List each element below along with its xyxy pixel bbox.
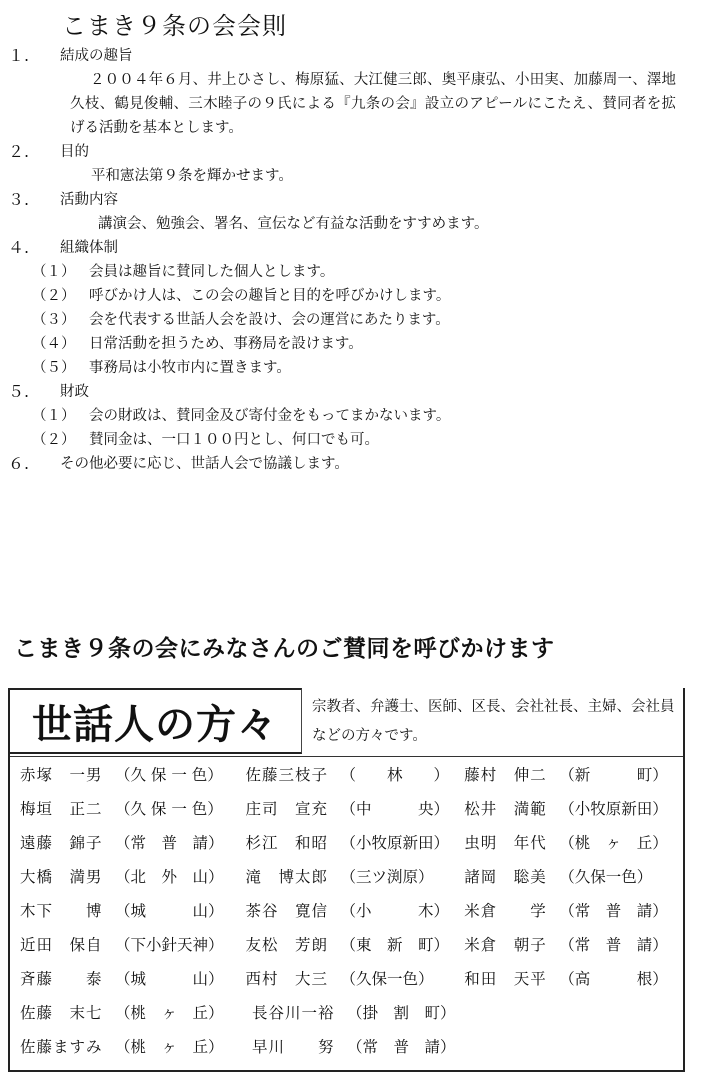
- section-4-item: [8, 332, 708, 356]
- caretaker-entry: [10, 1001, 252, 1023]
- caretakers-list: [10, 756, 683, 1063]
- appeal-heading: こまき９条の会にみなさんのご賛同を呼びかけます: [14, 636, 555, 662]
- section-2-body: 平和憲法第９条を輝かせます。: [91, 168, 293, 184]
- caretakers-row: [10, 859, 683, 893]
- caretaker-entry: [464, 967, 683, 989]
- caretaker-entry: [464, 933, 683, 955]
- caretaker-entry: [246, 899, 465, 921]
- caretaker-name: 庄司 宣充: [245, 800, 329, 818]
- caretaker-name: 米倉 朝子: [464, 936, 547, 954]
- caretaker-area: （掛 割 町）: [347, 1004, 456, 1022]
- section-4-item: [8, 284, 708, 308]
- section-5-number: ５.: [8, 382, 30, 401]
- section-4-item-number: （３）: [32, 312, 76, 328]
- caretaker-area: （中 央）: [340, 800, 450, 818]
- section-4-item: [8, 356, 708, 380]
- caretakers-description: 宗教者、弁護士、医師、区長、会社社長、主婦、会社員などの方々です。: [312, 699, 675, 744]
- caretakers-row: [10, 825, 683, 859]
- caretakers-row: [10, 1029, 683, 1063]
- section-5-item: [8, 404, 708, 428]
- caretaker-name: 和田 天平: [464, 970, 547, 988]
- section-1-title: 結成の趣旨: [60, 48, 133, 64]
- caretaker-name: 友松 芳朗: [245, 936, 329, 954]
- section-4-title: 組織体制: [60, 240, 118, 256]
- section-5-item-number: （１）: [32, 408, 76, 424]
- section-4-item: [8, 308, 708, 332]
- caretaker-entry: [464, 831, 683, 853]
- document-title: こまき９条の会会則: [62, 12, 287, 40]
- caretaker-area: （新 町）: [559, 766, 668, 784]
- caretaker-area: （高 根）: [559, 970, 668, 988]
- caretaker-name: 佐藤三枝子: [245, 766, 329, 784]
- caretaker-name: 赤塚 一男: [20, 766, 103, 784]
- caretaker-entry: [10, 763, 246, 785]
- caretaker-entry: [246, 763, 465, 785]
- caretaker-area: （常 普 請）: [559, 902, 668, 920]
- caretaker-name: 早川 努: [252, 1038, 335, 1056]
- caretaker-area: （小牧原新田）: [559, 800, 668, 818]
- caretaker-entry: [464, 763, 683, 785]
- caretaker-area: （ 林 ）: [340, 766, 450, 784]
- caretaker-area: （三ツ渕原）: [340, 868, 434, 886]
- caretaker-name: 藤村 伸二: [464, 766, 547, 784]
- section-4-item-text: 事務局は小牧市内に置きます。: [89, 360, 291, 376]
- section-5-item-text: 賛同金は、一口１００円とし、何口でも可。: [89, 432, 379, 448]
- caretaker-area: （小牧原新田）: [340, 834, 450, 852]
- section-1-body: ２００４年６月、井上ひさし、梅原猛、大江健三郎、奥平康弘、小田実、加藤周一、澤地久枝、鶴見俊輔、三木睦子の９氏による『九条の会』設立のアピールにこたえ、賛同者を拡げる活動を基本とします。: [70, 72, 676, 136]
- caretaker-name: 大橋 満男: [20, 868, 103, 886]
- caretaker-entry: [464, 797, 683, 819]
- caretakers-heading: 世話人の方々: [32, 701, 278, 748]
- caretaker-entry: [246, 933, 465, 955]
- caretaker-entry: [246, 967, 465, 989]
- section-4-item: [8, 260, 708, 284]
- caretaker-area: （小 木）: [340, 902, 450, 920]
- section-5-title: 財政: [60, 384, 89, 400]
- caretaker-name: 米倉 学: [464, 902, 547, 920]
- caretaker-entry: [10, 899, 246, 921]
- caretaker-name: 滝 博太郎: [245, 868, 329, 886]
- caretaker-name: 松井 満範: [464, 800, 547, 818]
- section-1-number: １.: [8, 46, 30, 65]
- caretaker-area: （東 新 町）: [340, 936, 450, 954]
- section-5-item-text: 会の財政は、賛同金及び寄付金をもってまかないます。: [89, 408, 451, 424]
- caretakers-row: [10, 893, 683, 927]
- caretaker-entry: [10, 831, 246, 853]
- section-3-heading: [8, 188, 708, 212]
- caretaker-entry: [10, 933, 246, 955]
- section-2-heading: [8, 140, 708, 164]
- caretaker-area: （城 山）: [115, 902, 224, 920]
- caretaker-area: （久 保 一 色）: [115, 766, 223, 784]
- caretaker-area: （下小針天神）: [115, 936, 224, 954]
- caretaker-entry: [246, 831, 465, 853]
- caretaker-name: 佐藤ますみ: [20, 1038, 103, 1056]
- section-6-number: ６.: [8, 454, 30, 473]
- caretaker-name: 茶谷 寛信: [245, 902, 329, 920]
- caretaker-name: 西村 大三: [245, 970, 329, 988]
- caretaker-entry: [10, 967, 246, 989]
- caretaker-area: （城 山）: [115, 970, 224, 988]
- caretaker-entry: [464, 865, 683, 887]
- caretaker-area: （桃 ヶ 丘）: [115, 1038, 224, 1056]
- caretaker-area: （常 普 請）: [347, 1038, 456, 1056]
- caretakers-panel: [8, 688, 685, 1072]
- caretaker-area: （常 普 請）: [559, 936, 668, 954]
- caretaker-entry: [246, 797, 465, 819]
- section-4-item-text: 会員は趣旨に賛同した個人とします。: [89, 264, 335, 280]
- section-4-item-number: （４）: [32, 336, 76, 352]
- caretaker-area: （北 外 山）: [115, 868, 224, 886]
- caretaker-entry: [10, 865, 246, 887]
- caretakers-row: [10, 791, 683, 825]
- caretakers-row: [10, 961, 683, 995]
- caretaker-name: 木下 博: [20, 902, 103, 920]
- caretaker-area: （桃 ヶ 丘）: [115, 1004, 224, 1022]
- section-3-title: 活動内容: [60, 192, 118, 208]
- caretaker-area: （久保一色）: [559, 868, 653, 886]
- section-4-item-number: （２）: [32, 288, 76, 304]
- caretaker-area: （久 保 一 色）: [115, 800, 223, 818]
- caretaker-area: （久保一色）: [340, 970, 434, 988]
- caretaker-entry: [246, 865, 465, 887]
- section-2-number: ２.: [8, 142, 30, 161]
- caretaker-entry: [252, 1001, 477, 1023]
- caretaker-name: 佐藤 末七: [20, 1004, 103, 1022]
- section-3-body: 講演会、勉強会、署名、宣伝など有益な活動をすすめます。: [98, 216, 489, 232]
- caretaker-area: （常 普 請）: [115, 834, 224, 852]
- caretaker-name: 諸岡 聡美: [464, 868, 547, 886]
- caretaker-name: 虫明 年代: [464, 834, 547, 852]
- section-1-heading: [8, 44, 708, 68]
- caretakers-row: [10, 995, 683, 1029]
- caretakers-row: [10, 927, 683, 961]
- caretaker-name: 梅垣 正二: [20, 800, 103, 818]
- section-5-item: [8, 428, 708, 452]
- caretaker-name: 長谷川一裕: [252, 1004, 335, 1022]
- caretakers-heading-box: [10, 688, 302, 754]
- caretaker-area: （桃 ヶ 丘）: [559, 834, 668, 852]
- caretakers-row: [10, 757, 683, 791]
- section-4-item-text: 会を代表する世話人会を設け、会の運営にあたります。: [89, 312, 450, 328]
- caretaker-entry: [464, 899, 683, 921]
- section-4-item-number: （５）: [32, 360, 76, 376]
- rules-section: [8, 44, 708, 476]
- section-4-heading: [8, 236, 708, 260]
- section-2-title: 目的: [60, 144, 89, 160]
- caretaker-entry: [10, 1035, 252, 1057]
- caretaker-entry: [10, 797, 246, 819]
- section-4-item-text: 呼びかけ人は、この会の趣旨と目的を呼びかけします。: [89, 288, 451, 304]
- caretaker-name: 杉江 和昭: [245, 834, 329, 852]
- section-4-item-number: （１）: [32, 264, 76, 280]
- section-4-number: ４.: [8, 238, 30, 257]
- section-6-title: その他必要に応じ、世話人会で協議します。: [60, 456, 349, 472]
- section-5-heading: [8, 380, 708, 404]
- caretakers-header: [10, 688, 683, 756]
- section-3-number: ３.: [8, 190, 30, 209]
- section-5-item-number: （２）: [32, 432, 76, 448]
- section-6-heading: [8, 452, 708, 476]
- caretaker-name: 斉藤 泰: [20, 970, 103, 988]
- caretaker-name: 遠藤 錦子: [20, 834, 103, 852]
- caretaker-entry: [252, 1035, 477, 1057]
- caretaker-name: 近田 保自: [20, 936, 103, 954]
- section-4-item-text: 日常活動を担うため、事務局を設けます。: [89, 336, 363, 352]
